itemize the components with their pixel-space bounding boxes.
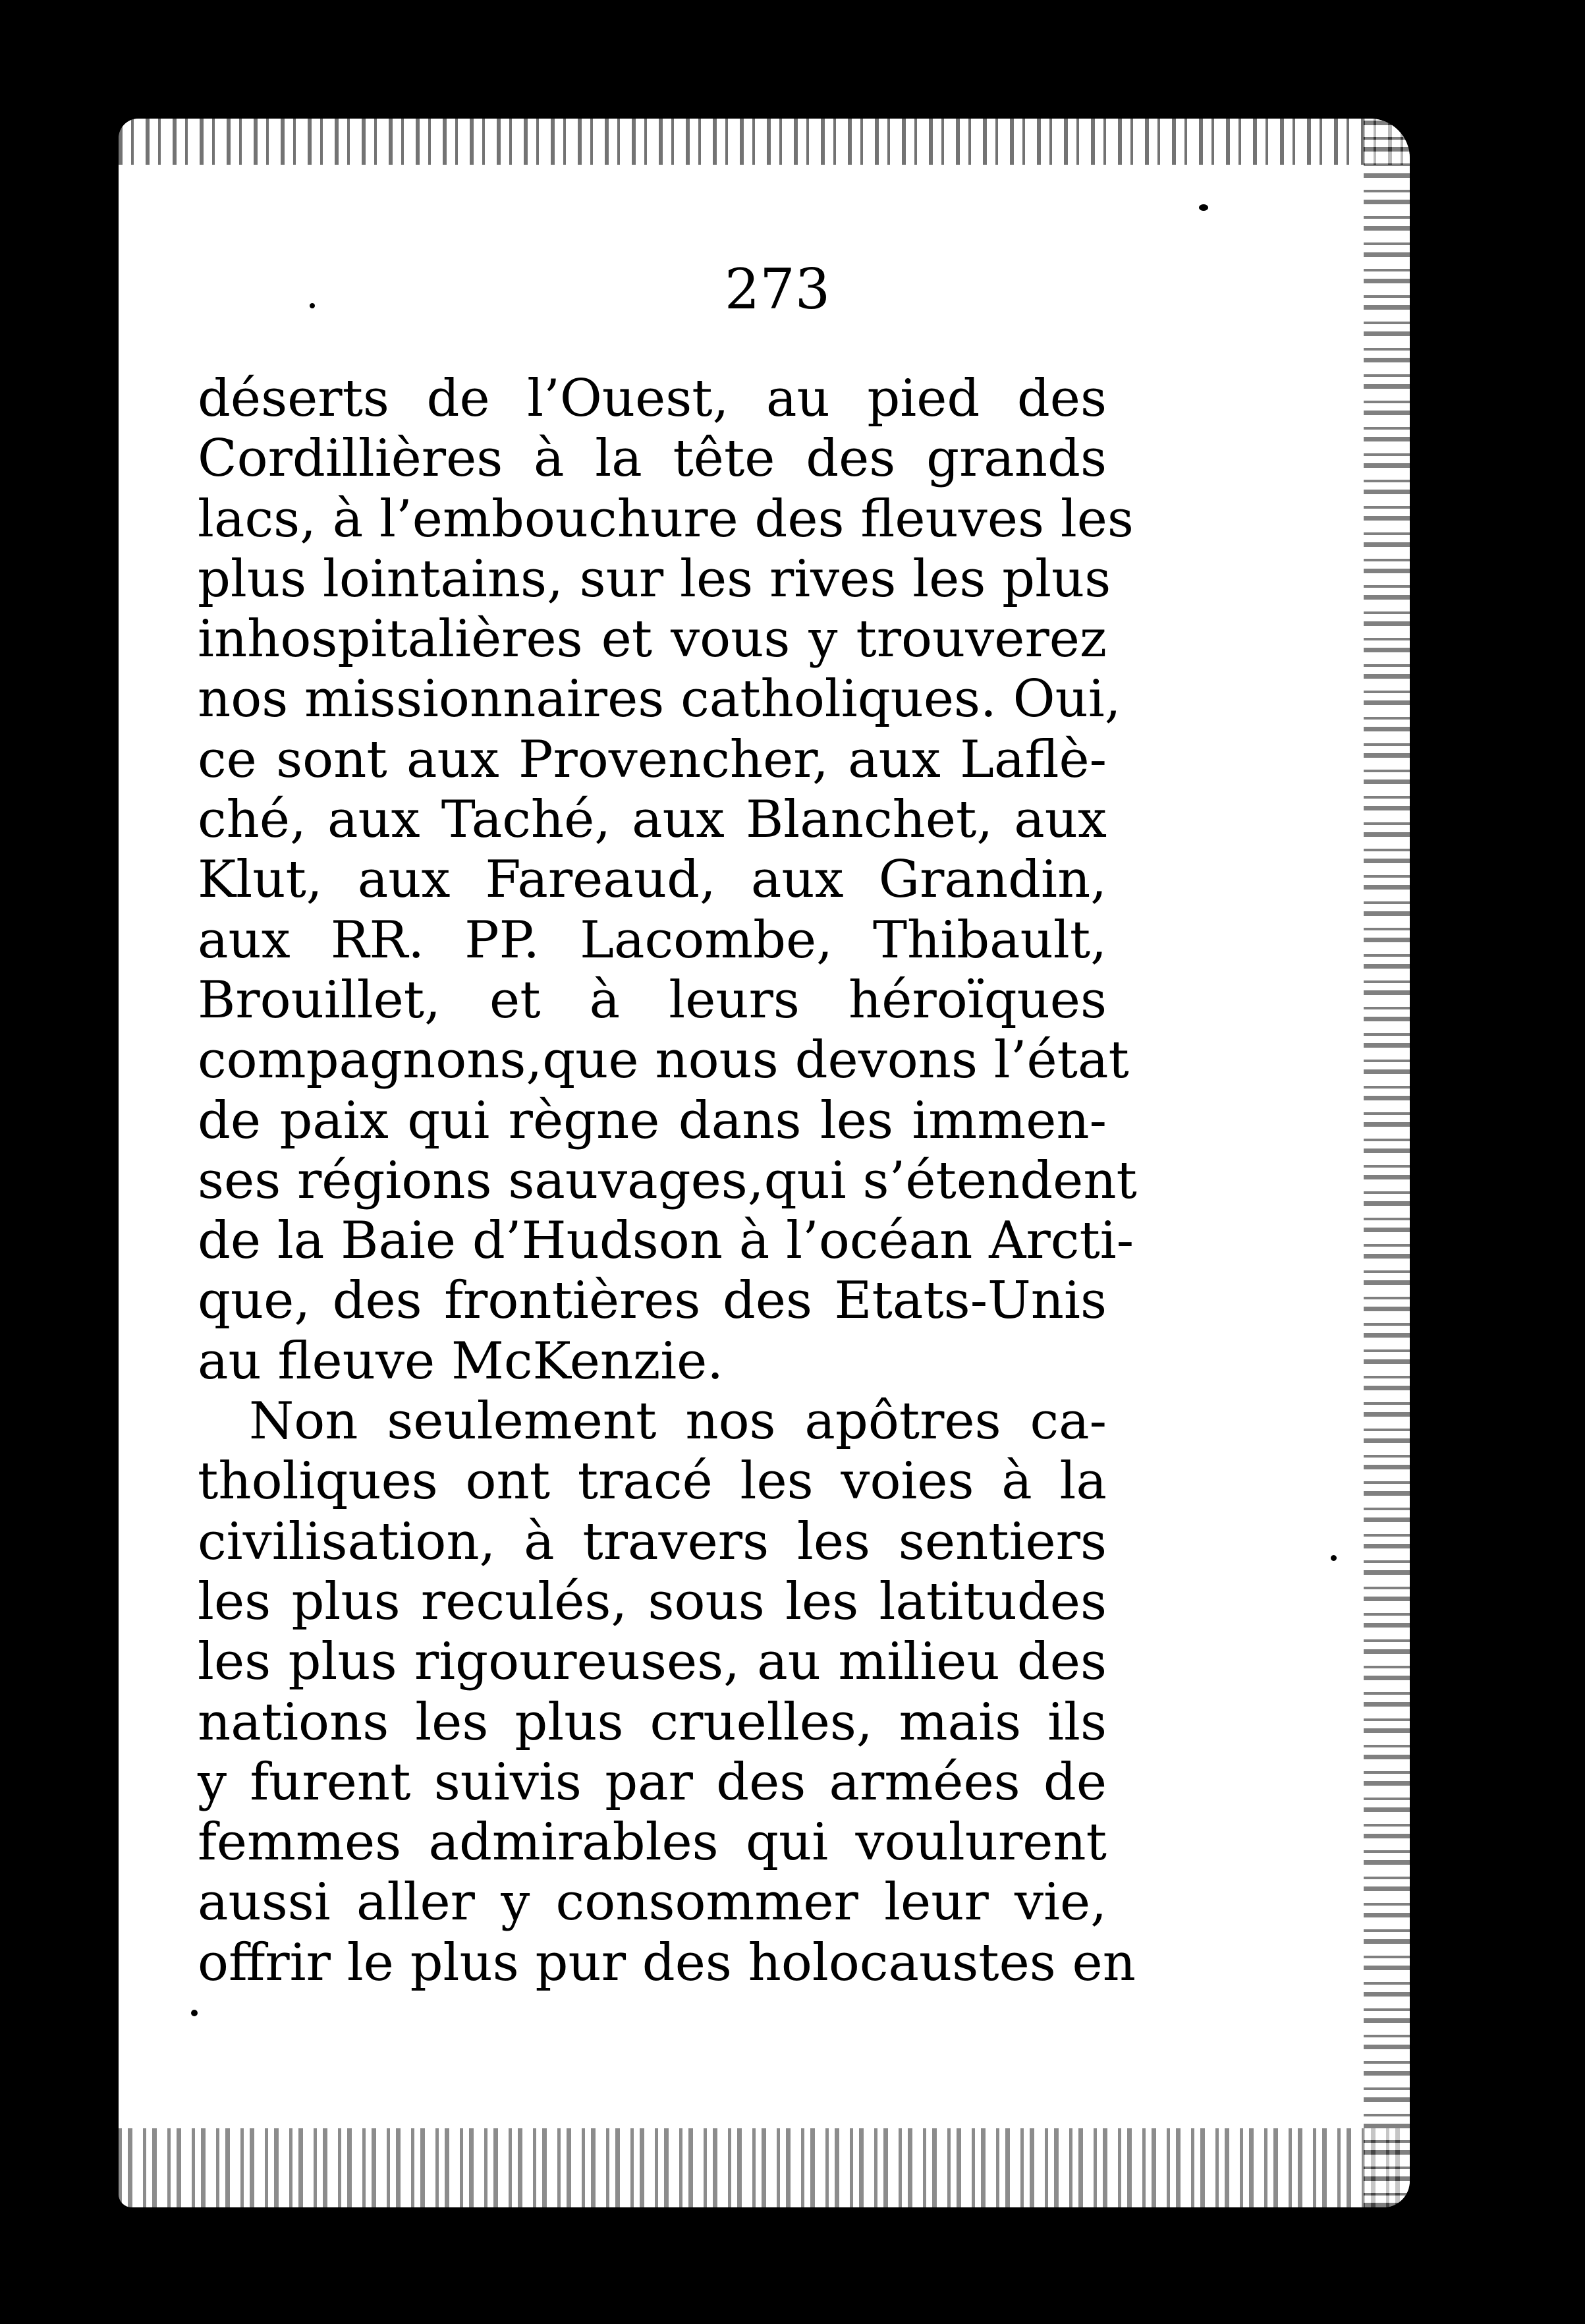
text-line: Non seulement nos apôtres ca- [249,1392,1107,1452]
scan-noise-top [119,119,1410,165]
text-line: tholiques ont tracé les voies à la [198,1452,1107,1512]
paragraph-2 [198,1392,1136,1993]
text-line: nations les plus cruelles, mais ils [198,1692,1107,1752]
text-line: Klut, aux Fareaud, aux Grandin, [198,850,1107,910]
text-line: Cordillières à la tête des grands [198,429,1107,489]
body-text [198,369,1137,1993]
text-line: plus lointains, sur les rives les plus [198,549,1111,609]
scan-noise-right [1364,119,1410,2207]
paragraph-1 [198,369,1137,1392]
text-line: de la Baie d’Hudson à l’océan Arcti- [198,1211,1134,1271]
text-line: aussi aller y consommer leur vie, [198,1873,1107,1933]
scan-speck [191,2010,198,2016]
text-line: ce sont aux Provencher, aux Laflè- [198,729,1107,789]
text-line: de paix qui règne dans les immen- [198,1091,1107,1150]
text-line: déserts de l’Ouest, au pied des [198,369,1107,428]
text-line: les plus reculés, sous les latitudes [198,1572,1107,1631]
text-line: nos missionnaires catholiques. Oui, [198,669,1121,729]
text-line: les plus rigoureuses, au milieu des [198,1632,1107,1692]
text-line: inhospitalières et vous y trouverez [198,609,1107,669]
text-line: offrir le plus pur des holocaustes en [198,1933,1136,1993]
text-line: ché, aux Taché, aux Blanchet, aux [198,790,1107,850]
scan-speck [310,303,315,308]
scan-speck [1331,1555,1337,1561]
text-line: civilisation, à travers les sentiers [198,1512,1107,1572]
text-line: lacs, à l’embouchure des fleuves les [198,489,1134,549]
scan-noise-bottom [119,2128,1410,2207]
text-line: compagnons,que nous devons l’état [198,1031,1129,1091]
text-line: que, des frontières des Etats-Unis [198,1271,1107,1331]
text-line: au fleuve McKenzie. [198,1331,724,1391]
text-line: aux RR. PP. Lacombe, Thibault, [198,910,1107,970]
text-line: ses régions sauvages,qui s’étendent [198,1150,1137,1210]
text-line: Brouillet, et à leurs héroïques [198,970,1107,1030]
text-line: femmes admirables qui voulurent [198,1813,1107,1873]
book-page [119,119,1410,2207]
scan-speck [1199,204,1208,211]
text-line: y furent suivis par des armées de [198,1752,1107,1812]
page-number: 273 [724,257,831,322]
